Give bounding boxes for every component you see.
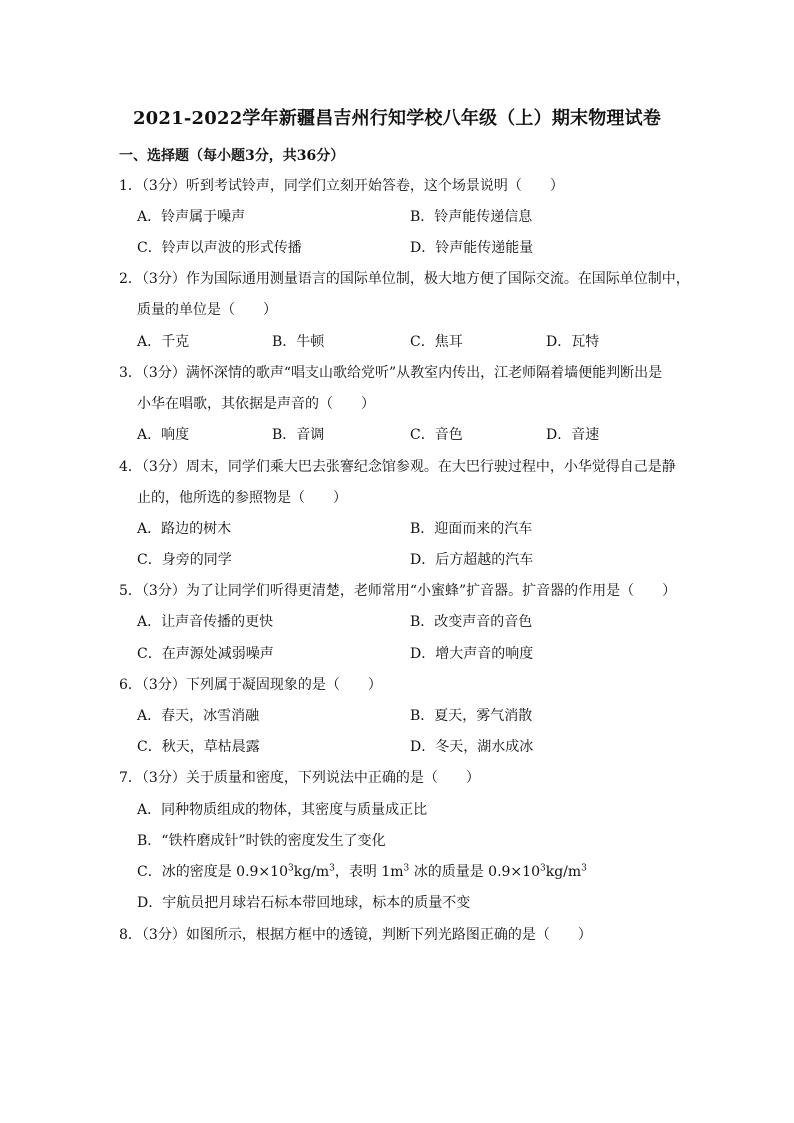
question-5-option-d: D．增大声音的响度 [410, 646, 534, 662]
question-2-option-a: A．千克 [137, 334, 190, 350]
question-1-option-d: D．铃声能传递能量 [410, 240, 534, 256]
question-3-stem-line2: 小华在唱歌，其依据是声音的（ ） [137, 396, 375, 412]
question-7-option-c-text-1: C．冰的密度是 0.9×10 [137, 864, 288, 880]
question-6-stem: 6．（3分）下列属于凝固现象的是（ ） [119, 677, 382, 693]
question-7-option-b: B．“铁杵磨成针”时铁的密度发生了变化 [137, 833, 386, 849]
question-5-option-b: B．改变声音的音色 [410, 614, 533, 630]
question-7-option-c-exp-3: 3 [403, 863, 410, 874]
question-4-option-b: B．迎面而来的汽车 [410, 521, 533, 537]
exam-title: 2021-2022学年新疆昌吉州行知学校八年级（上）期末物理试卷 [132, 108, 662, 129]
question-7-option-c-text-5: kg/m [545, 864, 582, 880]
question-7-option-c-exp-4: 3 [539, 863, 546, 874]
question-2-option-b: B．牛顿 [272, 334, 325, 350]
question-3-option-a: A．响度 [137, 427, 190, 443]
question-5-option-c: C．在声源处减弱噪声 [137, 646, 274, 662]
question-2-stem-line2: 质量的单位是（ ） [137, 302, 277, 318]
question-7-option-c [137, 863, 587, 881]
question-1-option-a: A．铃声属于噪声 [137, 209, 246, 225]
question-1-option-b: B．铃声能传递信息 [410, 209, 533, 225]
question-3-option-c: C．音色 [410, 427, 463, 443]
question-7-stem: 7．（3分）关于质量和密度，下列说法中正确的是（ ） [119, 770, 480, 786]
question-5-option-a: A．让声音传播的更快 [137, 614, 274, 630]
question-6-option-b: B．夏天，雾气消散 [410, 708, 533, 724]
question-3-stem-line1: 3．（3分）满怀深情的歌声“唱支山歌给党听”从教室内传出，江老师隔着墙便能判断出是 [119, 365, 663, 381]
question-4-option-d: D．后方超越的汽车 [410, 552, 534, 568]
question-2-option-c: C．焦耳 [410, 334, 463, 350]
question-5-stem: 5．（3分）为了让同学们听得更清楚，老师常用“小蜜蜂”扩音器。扩音器的作用是（ ） [119, 583, 677, 599]
question-7-option-c-exp-5: 3 [581, 863, 587, 874]
question-6-option-c: C．秋天，草枯晨露 [137, 739, 260, 755]
question-7-option-c-text-4: 冰的质量是 0.9×10 [409, 864, 540, 880]
question-6-option-a: A．春天，冰雪消融 [137, 708, 260, 724]
question-7-option-d: D．宇航员把月球岩石标本带回地球，标本的质量不变 [137, 895, 471, 911]
question-8-stem: 8．（3分）如图所示，根据方框中的透镜，判断下列光路图正确的是（ ） [119, 927, 592, 943]
question-4-option-c: C．身旁的同学 [137, 552, 232, 568]
question-3-option-d: D．音速 [546, 427, 600, 443]
question-7-option-a: A．同种物质组成的物体，其密度与质量成正比 [137, 802, 428, 818]
question-2-option-d: D．瓦特 [546, 334, 600, 350]
question-7-option-c-text-2: kg/m [293, 864, 330, 880]
section-heading: 一、选择题（每小题3分，共36分） [119, 148, 345, 164]
question-4-stem-line2: 止的，他所选的参照物是（ ） [137, 490, 347, 506]
question-7-option-c-text-3: ，表明 1m [334, 864, 404, 880]
question-4-stem-line1: 4．（3分）周末，同学们乘大巴去张謇纪念馆参观。在大巴行驶过程中，小华觉得自己是静 [119, 459, 676, 475]
question-4-option-a: A．路边的树木 [137, 521, 232, 537]
question-6-option-d: D．冬天，湖水成冰 [410, 739, 534, 755]
question-1-option-c: C．铃声以声波的形式传播 [137, 240, 302, 256]
question-2-stem-line1: 2．（3分）作为国际通用测量语言的国际单位制，极大地方便了国际交流。在国际单位制中， [119, 271, 690, 287]
question-7-option-c-exp-1: 3 [287, 863, 294, 874]
question-7-option-c-exp-2: 3 [329, 863, 335, 874]
question-1-stem: 1．（3分）听到考试铃声，同学们立刻开始答卷，这个场景说明（ ） [119, 178, 564, 194]
question-3-option-b: B．音调 [272, 427, 325, 443]
